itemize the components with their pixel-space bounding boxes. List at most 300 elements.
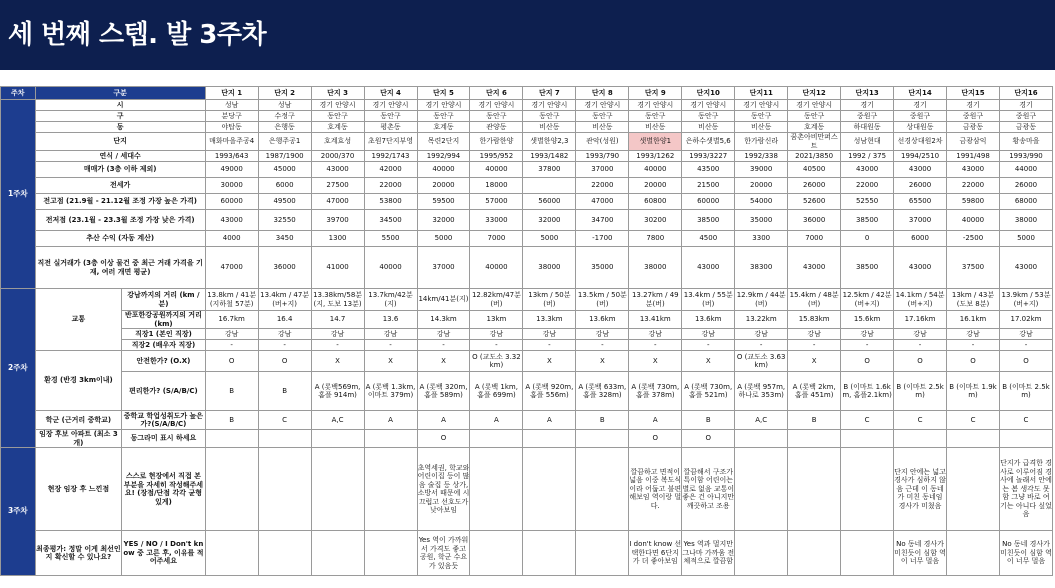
value-cell: Yes 역이 가까워서 가격도 좋고 공원, 학군 수요가 있음듯 xyxy=(417,531,470,576)
value-cell: B xyxy=(205,372,258,411)
value-cell: -1700 xyxy=(576,231,629,247)
table-row xyxy=(1,151,1053,162)
value-cell: 호계동 xyxy=(417,122,470,133)
value-cell: 38300 xyxy=(735,247,788,289)
value-cell: 39700 xyxy=(311,210,364,231)
value-cell: 38000 xyxy=(999,210,1052,231)
value-cell xyxy=(364,430,417,448)
value-cell: A (롯백 2km, 홈플 451m) xyxy=(788,372,841,411)
week-label: 1주차 xyxy=(1,100,36,289)
value-cell xyxy=(364,531,417,576)
value-cell: 금광동 xyxy=(947,122,1000,133)
value-cell xyxy=(523,448,576,531)
value-cell: 경기 안양시 xyxy=(682,100,735,111)
value-cell: 경기 안양시 xyxy=(576,100,629,111)
value-cell xyxy=(205,531,258,576)
value-cell: 1992/1743 xyxy=(364,151,417,162)
value-cell: - xyxy=(894,340,947,351)
value-cell: 60000 xyxy=(205,194,258,210)
value-cell: 황송마을 xyxy=(999,133,1052,151)
complex-column-header: 단지13 xyxy=(841,87,894,100)
value-cell: 동안구 xyxy=(576,111,629,122)
value-cell: 12.5km / 42분(버+지) xyxy=(841,289,894,311)
value-cell: 13km / 50분(버) xyxy=(523,289,576,311)
value-cell: A (롯백 1.3km, 이마트 379m) xyxy=(364,372,417,411)
value-cell: 13km xyxy=(470,311,523,329)
value-cell: 43500 xyxy=(682,162,735,178)
table-row xyxy=(1,372,1053,411)
value-cell: 38500 xyxy=(841,247,894,289)
value-cell: 2021/3850 xyxy=(788,151,841,162)
value-cell: O xyxy=(629,430,682,448)
value-cell: 2000/370 xyxy=(311,151,364,162)
value-cell: 강남 xyxy=(258,329,311,340)
value-cell xyxy=(735,430,788,448)
value-cell: 강남 xyxy=(629,329,682,340)
table-row xyxy=(1,122,1053,133)
value-cell: 관양동 xyxy=(470,122,523,133)
value-cell: 샛별한양1 xyxy=(629,133,682,151)
value-cell: 68000 xyxy=(999,194,1052,210)
value-cell: A,C xyxy=(311,411,364,430)
value-cell: 1992/994 xyxy=(417,151,470,162)
value-cell: 14.3km xyxy=(417,311,470,329)
value-cell: 비산동 xyxy=(523,122,576,133)
value-cell: 중원구 xyxy=(894,111,947,122)
value-cell: 경기 안양시 xyxy=(311,100,364,111)
value-cell: 35000 xyxy=(735,210,788,231)
row-label: 시 xyxy=(35,100,205,111)
row-label: 중학교 학업성취도가 높은가?(S/A/B/C) xyxy=(122,411,206,430)
value-cell: - xyxy=(788,340,841,351)
value-cell: 43000 xyxy=(788,247,841,289)
value-cell: 경기 안양시 xyxy=(364,100,417,111)
row-label: 전세가 xyxy=(35,178,205,194)
value-cell: 13.6km xyxy=(576,311,629,329)
row-label: 전저점 (23.1월 - 23.3월 조정 가장 낮은 가격) xyxy=(35,210,205,231)
value-cell: 관악(성원) xyxy=(576,133,629,151)
value-cell: O xyxy=(947,351,1000,372)
value-cell: 경기 xyxy=(999,100,1052,111)
value-cell: A xyxy=(364,411,417,430)
value-cell: 37800 xyxy=(523,162,576,178)
value-cell: No 동네 경사가 미친듯이 심함 역이 너무 멀음 xyxy=(999,531,1052,576)
value-cell xyxy=(788,430,841,448)
value-cell: 40000 xyxy=(470,162,523,178)
value-cell: 3450 xyxy=(258,231,311,247)
value-cell: 강남 xyxy=(735,329,788,340)
value-cell xyxy=(894,430,947,448)
value-cell: 30000 xyxy=(205,178,258,194)
value-cell: 1987/1900 xyxy=(258,151,311,162)
value-cell: 13.38km/58분 (지, 도보 13분) xyxy=(311,289,364,311)
value-cell: 1993/1262 xyxy=(629,151,682,162)
value-cell: 13km / 43분 (도보 8분) xyxy=(947,289,1000,311)
value-cell: 13.6km xyxy=(682,311,735,329)
value-cell: B (이마트 2.5km) xyxy=(894,372,947,411)
value-cell: X xyxy=(523,351,576,372)
value-cell: 27500 xyxy=(311,178,364,194)
row-label: 직장1 (본인 직장) xyxy=(122,329,206,340)
value-cell: 호계동 xyxy=(311,122,364,133)
value-cell xyxy=(470,430,523,448)
value-cell: 32550 xyxy=(258,210,311,231)
value-cell: - xyxy=(841,340,894,351)
value-cell: -2500 xyxy=(947,231,1000,247)
complex-column-header: 단지 6 xyxy=(470,87,523,100)
value-cell: 37000 xyxy=(417,247,470,289)
analysis-table-body xyxy=(1,87,1053,576)
table-row xyxy=(1,178,1053,194)
value-cell: 35000 xyxy=(576,247,629,289)
value-cell: 12.9km / 44분(버) xyxy=(735,289,788,311)
row-label: 추산 수익 (자동 계산) xyxy=(35,231,205,247)
value-cell: 39000 xyxy=(735,162,788,178)
row-label: 안전한가? (O.X) xyxy=(122,351,206,372)
value-cell: 1300 xyxy=(311,231,364,247)
value-cell: 강남 xyxy=(682,329,735,340)
value-cell: 상대원동 xyxy=(894,122,947,133)
value-cell: 43000 xyxy=(205,210,258,231)
value-cell xyxy=(311,448,364,531)
value-cell: 강남 xyxy=(788,329,841,340)
value-cell: B xyxy=(258,372,311,411)
complex-column-header: 단지10 xyxy=(682,87,735,100)
value-cell: 강남 xyxy=(364,329,417,340)
value-cell: 동안구 xyxy=(735,111,788,122)
value-cell: 5000 xyxy=(999,231,1052,247)
value-cell: 43000 xyxy=(682,247,735,289)
complex-column-header: 단지 2 xyxy=(258,87,311,100)
value-cell: X xyxy=(311,351,364,372)
value-cell: 40000 xyxy=(947,210,1000,231)
value-cell: 16.1km xyxy=(947,311,1000,329)
value-cell: 매화마을주공4 xyxy=(205,133,258,151)
value-cell: 목련2단지 xyxy=(417,133,470,151)
value-cell: 비산동 xyxy=(629,122,682,133)
value-cell: O (교도소 3.32km) xyxy=(470,351,523,372)
value-cell xyxy=(258,531,311,576)
value-cell: 52550 xyxy=(841,194,894,210)
value-cell: 경기 xyxy=(947,100,1000,111)
value-cell: 강남 xyxy=(470,329,523,340)
value-cell: 26000 xyxy=(999,178,1052,194)
value-cell: A,C xyxy=(735,411,788,430)
value-cell: 52600 xyxy=(788,194,841,210)
value-cell: C xyxy=(258,411,311,430)
value-cell: 강남 xyxy=(894,329,947,340)
value-cell: 6000 xyxy=(894,231,947,247)
value-cell: 야탑동 xyxy=(205,122,258,133)
value-cell: 단지가 급격한 경사로 이루어짐 경사에 놀래서 안에는 봄 생각도 못함 그냥 바로 여기는 아니다 싶었음 xyxy=(999,448,1052,531)
value-cell: 1994/2510 xyxy=(894,151,947,162)
value-cell: 22000 xyxy=(364,178,417,194)
value-cell: - xyxy=(470,340,523,351)
value-cell: A (롯백 320m, 홈플 589m) xyxy=(417,372,470,411)
value-cell: 강남 xyxy=(417,329,470,340)
value-cell: 샛별한양2,3 xyxy=(523,133,576,151)
row-label: 동그라미 표시 하세요 xyxy=(122,430,206,448)
value-cell: 16.7km xyxy=(205,311,258,329)
value-cell xyxy=(788,531,841,576)
value-cell: 1993/790 xyxy=(576,151,629,162)
value-cell xyxy=(576,531,629,576)
value-cell xyxy=(788,448,841,531)
value-cell: - xyxy=(258,340,311,351)
value-cell xyxy=(258,430,311,448)
value-cell: O (교도소 3.63km) xyxy=(735,351,788,372)
value-cell: A (롯백 730m, 홈플 521m) xyxy=(682,372,735,411)
value-cell: 43000 xyxy=(894,247,947,289)
value-cell: 5500 xyxy=(364,231,417,247)
value-cell: A (롯백 1km, 홈플 699m) xyxy=(470,372,523,411)
value-cell: 15.6km xyxy=(841,311,894,329)
value-cell: 37000 xyxy=(894,210,947,231)
value-cell: 14.7 xyxy=(311,311,364,329)
value-cell: 38000 xyxy=(629,247,682,289)
row-label: 직전 실거래가 (3층 이상 물건 중 최근 거래 가격을 기재, 여러 개면 평균) xyxy=(35,247,205,289)
value-cell xyxy=(735,531,788,576)
value-cell: 강남 xyxy=(523,329,576,340)
group-label: 환경 (반경 3km이내) xyxy=(35,351,122,411)
value-cell: 한가람한양 xyxy=(470,133,523,151)
value-cell: X xyxy=(417,351,470,372)
value-cell: 38500 xyxy=(682,210,735,231)
value-cell: B xyxy=(205,411,258,430)
value-cell: O xyxy=(417,430,470,448)
value-cell: A xyxy=(417,411,470,430)
value-cell: 선경상대원2차 xyxy=(894,133,947,151)
complex-column-header: 단지 8 xyxy=(576,87,629,100)
value-cell xyxy=(576,448,629,531)
value-cell: 43000 xyxy=(311,162,364,178)
value-cell: 비산동 xyxy=(682,122,735,133)
value-cell: 성남현대 xyxy=(841,133,894,151)
value-cell: C xyxy=(894,411,947,430)
group-label: 현장 임장 후 느낀점 xyxy=(35,448,122,531)
value-cell: 5000 xyxy=(417,231,470,247)
value-cell: 13.9km / 53분(버+지) xyxy=(999,289,1052,311)
value-cell: O xyxy=(205,351,258,372)
value-cell: A (롯백 633m, 홈플 328m) xyxy=(576,372,629,411)
value-cell: 동안구 xyxy=(682,111,735,122)
value-cell: 40500 xyxy=(788,162,841,178)
value-cell: 경기 안양시 xyxy=(629,100,682,111)
value-cell: 4500 xyxy=(682,231,735,247)
value-cell: 13.22km xyxy=(735,311,788,329)
complex-column-header: 단지 4 xyxy=(364,87,417,100)
value-cell: 7000 xyxy=(470,231,523,247)
value-cell: 초원7단지부영 xyxy=(364,133,417,151)
value-cell: 1992 / 375 xyxy=(841,151,894,162)
value-cell: C xyxy=(999,411,1052,430)
value-cell: 49500 xyxy=(258,194,311,210)
value-cell: O xyxy=(841,351,894,372)
value-cell: C xyxy=(947,411,1000,430)
value-cell: - xyxy=(205,340,258,351)
value-cell: 57000 xyxy=(470,194,523,210)
value-cell: 7800 xyxy=(629,231,682,247)
value-cell: 13.4km / 55분(버) xyxy=(682,289,735,311)
table-row xyxy=(1,411,1053,430)
value-cell xyxy=(364,448,417,531)
week-label: 2주차 xyxy=(1,289,36,448)
value-cell: X xyxy=(364,351,417,372)
value-cell xyxy=(576,430,629,448)
value-cell: B xyxy=(682,411,735,430)
value-cell: 7000 xyxy=(788,231,841,247)
value-cell: 13.27km / 49분(버) xyxy=(629,289,682,311)
value-cell: 34700 xyxy=(576,210,629,231)
table-row xyxy=(1,351,1053,372)
value-cell: 65500 xyxy=(894,194,947,210)
value-cell: - xyxy=(947,340,1000,351)
value-cell: 비산동 xyxy=(576,122,629,133)
value-cell xyxy=(205,430,258,448)
value-cell: 3300 xyxy=(735,231,788,247)
value-cell: Yes 역과 멀지만 그나마 가까움 전체적으로 깔끔함 xyxy=(682,531,735,576)
value-cell: 금광삼익 xyxy=(947,133,1000,151)
row-label: YES / NO / I Don't know 중 고른 후, 이유를 적어주세요 xyxy=(122,531,206,576)
value-cell: 강남 xyxy=(841,329,894,340)
value-cell: 은행동 xyxy=(258,122,311,133)
value-cell: 15.4km / 48분(버) xyxy=(788,289,841,311)
value-cell: 47000 xyxy=(311,194,364,210)
value-cell: 53800 xyxy=(364,194,417,210)
value-cell: O xyxy=(258,351,311,372)
value-cell: - xyxy=(523,340,576,351)
value-cell: 경기 안양시 xyxy=(523,100,576,111)
value-cell: O xyxy=(999,351,1052,372)
value-cell: 1993/643 xyxy=(205,151,258,162)
value-cell: 17.16km xyxy=(894,311,947,329)
value-cell: X xyxy=(576,351,629,372)
value-cell: 금광동 xyxy=(999,122,1052,133)
value-cell: 22000 xyxy=(576,178,629,194)
table-row xyxy=(1,430,1053,448)
table-row xyxy=(1,111,1053,122)
value-cell xyxy=(523,531,576,576)
analysis-table xyxy=(0,86,1053,576)
value-cell: 20000 xyxy=(417,178,470,194)
row-label: 단지 xyxy=(35,133,205,151)
value-cell: 경기 안양시 xyxy=(417,100,470,111)
complex-column-header: 단지 7 xyxy=(523,87,576,100)
value-cell: 34500 xyxy=(364,210,417,231)
value-cell: 13.3km xyxy=(523,311,576,329)
value-cell: A (롯백 920m, 홈플 556m) xyxy=(523,372,576,411)
table-row xyxy=(1,87,1053,100)
value-cell: X xyxy=(682,351,735,372)
complex-column-header: 단지 3 xyxy=(311,87,364,100)
value-cell: 경기 안양시 xyxy=(788,100,841,111)
value-cell: 17.02km xyxy=(999,311,1052,329)
value-cell: 38500 xyxy=(841,210,894,231)
value-cell: 54000 xyxy=(735,194,788,210)
value-cell: 1993/1482 xyxy=(523,151,576,162)
analysis-table-wrapper xyxy=(0,86,1055,576)
table-row xyxy=(1,100,1053,111)
value-cell xyxy=(841,531,894,576)
value-cell: 경기 안양시 xyxy=(470,100,523,111)
value-cell: 강남 xyxy=(999,329,1052,340)
value-cell: 22000 xyxy=(841,178,894,194)
value-cell: 40000 xyxy=(417,162,470,178)
row-label: 전고점 (21.9월 - 21.12월 조정 가장 높은 가격) xyxy=(35,194,205,210)
value-cell: 하대원동 xyxy=(841,122,894,133)
value-cell: 1993/990 xyxy=(999,151,1052,162)
value-cell: 수정구 xyxy=(258,111,311,122)
row-label: 편리한가? (S/A/B/C) xyxy=(122,372,206,411)
value-cell: 은행주공1 xyxy=(258,133,311,151)
complex-column-header: 단지15 xyxy=(947,87,1000,100)
value-cell: 33000 xyxy=(470,210,523,231)
value-cell: 5000 xyxy=(523,231,576,247)
complex-column-header: 단지16 xyxy=(999,87,1052,100)
row-label: 매매가 (3층 이하 제외) xyxy=(35,162,205,178)
value-cell: 1992/338 xyxy=(735,151,788,162)
value-cell: 22000 xyxy=(947,178,1000,194)
value-cell: O xyxy=(894,351,947,372)
value-cell: 비산동 xyxy=(735,122,788,133)
complex-column-header: 단지 1 xyxy=(205,87,258,100)
value-cell: A (롯백 730m, 홈플 378m) xyxy=(629,372,682,411)
value-cell: 강남 xyxy=(947,329,1000,340)
value-cell xyxy=(470,531,523,576)
value-cell: - xyxy=(629,340,682,351)
value-cell: 4000 xyxy=(205,231,258,247)
value-cell xyxy=(841,448,894,531)
value-cell: 중원구 xyxy=(947,111,1000,122)
value-cell: 47000 xyxy=(205,247,258,289)
value-cell: 36000 xyxy=(258,247,311,289)
group-label: 임장 후보 아파트 (최소 3개) xyxy=(35,430,122,448)
table-row xyxy=(1,340,1053,351)
value-cell: 깔끔하고 면적이 넓음 이중 복도식이라 어둡고 불편해보임 역이랑 멀다. xyxy=(629,448,682,531)
value-cell: 1995/952 xyxy=(470,151,523,162)
value-cell: - xyxy=(999,340,1052,351)
value-cell: 13.6 xyxy=(364,311,417,329)
value-cell: 42000 xyxy=(364,162,417,178)
value-cell: A xyxy=(523,411,576,430)
value-cell: 동안구 xyxy=(364,111,417,122)
value-cell: 40000 xyxy=(364,247,417,289)
value-cell: 강남 xyxy=(205,329,258,340)
value-cell: A (롯백569m, 홈플 914m) xyxy=(311,372,364,411)
group-label: 최종평가: 정말 이게 최선인지 확신할 수 있나요? xyxy=(35,531,122,576)
row-label: 연식 / 세대수 xyxy=(35,151,205,162)
group-label: 학군 (근거리 중학교) xyxy=(35,411,122,430)
row-label: 구 xyxy=(35,111,205,122)
value-cell: 꿈촌아비만퍼스트 xyxy=(788,133,841,151)
table-row xyxy=(1,231,1053,247)
complex-column-header: 단지 9 xyxy=(629,87,682,100)
value-cell: - xyxy=(576,340,629,351)
value-cell xyxy=(841,430,894,448)
table-row xyxy=(1,448,1053,531)
value-cell: 호계효성 xyxy=(311,133,364,151)
value-cell: B (이마트 2.5km) xyxy=(999,372,1052,411)
value-cell: 43000 xyxy=(947,162,1000,178)
category-column-header: 구분 xyxy=(35,87,205,100)
value-cell: 26000 xyxy=(788,178,841,194)
value-cell: 깔끔해서 구조가 특이함 어린이는 별로 없음 교통이 좋은 건 아니지만 깨끗하고 조용 xyxy=(682,448,735,531)
complex-column-header: 단지12 xyxy=(788,87,841,100)
value-cell: 13.7km/42분(지) xyxy=(364,289,417,311)
value-cell: 59800 xyxy=(947,194,1000,210)
value-cell: 32000 xyxy=(417,210,470,231)
value-cell: - xyxy=(364,340,417,351)
